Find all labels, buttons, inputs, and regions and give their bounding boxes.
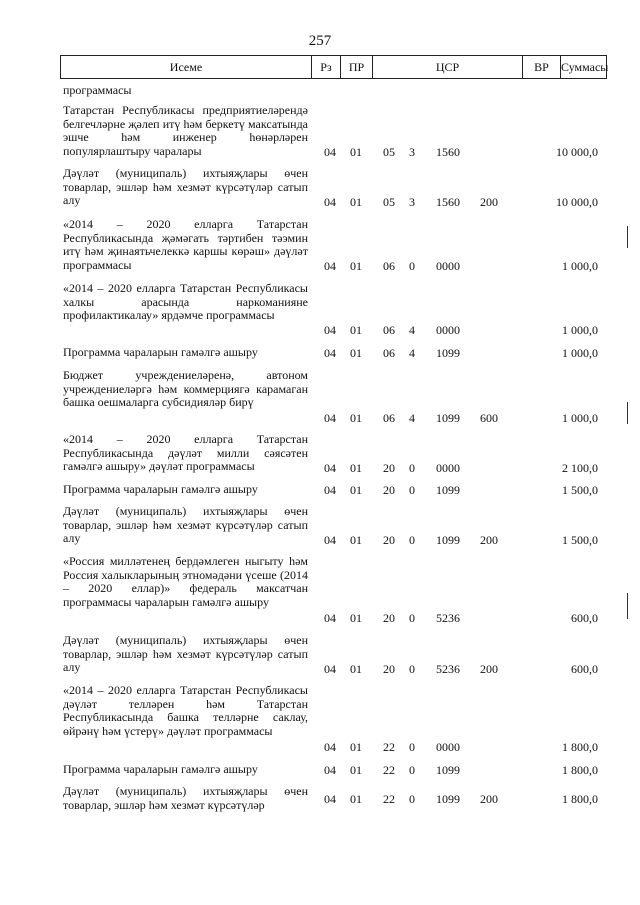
- row-csr-3: 0000: [436, 322, 460, 337]
- row-pr: 01: [350, 460, 362, 475]
- row-csr-1: 20: [383, 460, 395, 475]
- row-rz: 04: [324, 322, 336, 337]
- row-csr-3: 1099: [436, 410, 460, 425]
- row-sum: 600,0: [571, 661, 598, 676]
- row-name: «2014 – 2020 елларга Татарстан Республикасында җәмәгать тәртибен тәэмин итү һәм җинаятьчелеккә каршы көрәш» дәүләт программасы: [63, 217, 308, 272]
- row-sum: 1 800,0: [562, 791, 598, 806]
- row-csr-1: 22: [383, 791, 395, 806]
- row-csr-2: 0: [409, 532, 415, 547]
- row-pr: 01: [350, 345, 362, 360]
- table-row: [0, 433, 640, 475]
- row-name: Дәүләт (муниципаль) ихтыяҗлары өчен товарлар, эшләр һәм хезмәт күрсәтүләр сатып алу: [63, 504, 308, 545]
- row-csr-1: 22: [383, 762, 395, 777]
- row-csr-1: 20: [383, 661, 395, 676]
- row-csr-2: 4: [409, 322, 415, 337]
- row-csr-1: 06: [383, 258, 395, 273]
- row-csr-3: 1099: [436, 482, 460, 497]
- row-sum: 2 100,0: [562, 460, 598, 475]
- header-name: Исеме: [61, 56, 312, 78]
- row-rz: 04: [324, 661, 336, 676]
- row-pr: 01: [350, 194, 362, 209]
- row-rz: 04: [324, 258, 336, 273]
- row-csr-1: 06: [383, 345, 395, 360]
- row-sum: 1 000,0: [562, 410, 598, 425]
- table-row: [0, 218, 640, 273]
- row-csr-3: 1099: [436, 532, 460, 547]
- row-sum: 10 000,0: [556, 144, 598, 159]
- row-csr-1: 20: [383, 482, 395, 497]
- row-name: Программа чараларын гамәлгә ашыру: [63, 345, 258, 359]
- row-csr-2: 4: [409, 410, 415, 425]
- row-name: Бюджет учреждениеләренә, автоном учреждениеләргә һәм коммерциягә карамаган башка оешмаларга субсидияләр бирү: [63, 368, 308, 409]
- row-csr-2: 0: [409, 791, 415, 806]
- row-sum: 1 500,0: [562, 532, 598, 547]
- row-pr: 01: [350, 144, 362, 159]
- table-row: [0, 167, 640, 209]
- row-name: Дәүләт (муниципаль) ихтыяҗлары өчен товарлар, эшләр һәм хезмәт күрсәтүләр сатып алу: [63, 633, 308, 674]
- table-row: [0, 785, 640, 813]
- row-sum: 1 800,0: [562, 762, 598, 777]
- row-csr-2: 3: [409, 194, 415, 209]
- row-csr-1: 20: [383, 532, 395, 547]
- row-csr-2: 0: [409, 610, 415, 625]
- row-csr-2: 0: [409, 258, 415, 273]
- row-name: программасы: [63, 83, 132, 97]
- row-csr-3: 1560: [436, 194, 460, 209]
- page-number: 257: [308, 33, 332, 49]
- row-sum: 1 800,0: [562, 739, 598, 754]
- row-sum: 10 000,0: [556, 194, 598, 209]
- row-csr-2: 4: [409, 345, 415, 360]
- row-pr: 01: [350, 482, 362, 497]
- row-csr-3: 0000: [436, 258, 460, 273]
- table-row: [0, 634, 640, 676]
- row-rz: 04: [324, 762, 336, 777]
- row-csr-1: 05: [383, 194, 395, 209]
- row-rz: 04: [324, 739, 336, 754]
- row-csr-2: 3: [409, 144, 415, 159]
- row-name: «2014 – 2020 елларга Татарстан Республикасы халкы арасында наркоманияне профилактикалау» ярдәмче программасы: [63, 281, 308, 322]
- row-pr: 01: [350, 322, 362, 337]
- table-row: [0, 483, 640, 497]
- row-pr: 01: [350, 258, 362, 273]
- row-sum: 1 000,0: [562, 322, 598, 337]
- row-sum: 1 500,0: [562, 482, 598, 497]
- row-rz: 04: [324, 410, 336, 425]
- row-csr-3: 5236: [436, 661, 460, 676]
- row-csr-1: 06: [383, 410, 395, 425]
- row-csr-1: 20: [383, 610, 395, 625]
- row-pr: 01: [350, 791, 362, 806]
- row-csr-2: 0: [409, 460, 415, 475]
- row-csr-2: 0: [409, 661, 415, 676]
- table-row: [0, 763, 640, 777]
- row-csr-2: 0: [409, 482, 415, 497]
- row-name: Программа чараларын гамәлгә ашыру: [63, 762, 258, 776]
- table-row: [0, 346, 640, 360]
- table-row: [0, 282, 640, 337]
- row-name: Дәүләт (муниципаль) ихтыяҗлары өчен товарлар, эшләр һәм хезмәт күрсәтүләр: [63, 784, 308, 812]
- row-vr: 600: [480, 410, 498, 425]
- table-row: [0, 684, 640, 754]
- row-pr: 01: [350, 739, 362, 754]
- row-rz: 04: [324, 460, 336, 475]
- row-rz: 04: [324, 610, 336, 625]
- row-name: Татарстан Республикасы предприятиеләрендә белгечләрне җәлеп итү һәм беркетү максатында эшче һәм инженер һөнәрләрен популярлаштыру чаралары: [63, 103, 308, 158]
- header-pr: ПР: [341, 56, 373, 78]
- header-vr: ВР: [523, 56, 561, 78]
- row-name: Дәүләт (муниципаль) ихтыяҗлары өчен товарлар, эшләр һәм хезмәт күрсәтүләр сатып алу: [63, 166, 308, 207]
- row-name: «2014 – 2020 елларга Татарстан Республикасында дәүләт милли сәясәтен гамәлгә ашыру» дәүләт программасы: [63, 432, 308, 473]
- row-csr-3: 5236: [436, 610, 460, 625]
- row-rz: 04: [324, 194, 336, 209]
- scan-margin-mark: [627, 593, 628, 619]
- row-csr-2: 0: [409, 762, 415, 777]
- row-rz: 04: [324, 144, 336, 159]
- row-pr: 01: [350, 410, 362, 425]
- row-pr: 01: [350, 762, 362, 777]
- row-csr-3: 1099: [436, 345, 460, 360]
- row-csr-3: 1099: [436, 762, 460, 777]
- scan-margin-mark: [627, 226, 628, 248]
- row-pr: 01: [350, 532, 362, 547]
- row-rz: 04: [324, 345, 336, 360]
- row-rz: 04: [324, 532, 336, 547]
- row-sum: 1 000,0: [562, 258, 598, 273]
- row-vr: 200: [480, 194, 498, 209]
- row-sum: 1 000,0: [562, 345, 598, 360]
- row-name: «Россия милләтенең бердәмлеген ныгыту һәм Россия халыкларының этномәдәни үсеше (2014 – 2020 еллар)» федераль максатчан программасы чараларын гамәлгә ашыру: [63, 554, 308, 609]
- header-csr: ЦСР: [373, 56, 523, 78]
- table-row: [0, 84, 640, 98]
- row-pr: 01: [350, 661, 362, 676]
- row-vr: 200: [480, 791, 498, 806]
- table-row: [0, 104, 640, 159]
- table-row: [0, 555, 640, 625]
- row-csr-2: 0: [409, 739, 415, 754]
- row-name: Программа чараларын гамәлгә ашыру: [63, 482, 258, 496]
- row-pr: 01: [350, 610, 362, 625]
- row-csr-3: 0000: [436, 739, 460, 754]
- row-csr-1: 22: [383, 739, 395, 754]
- header-sum: Суммасы: [561, 60, 609, 74]
- row-name: «2014 – 2020 елларга Татарстан Республикасы дәүләт телләрен һәм Татарстан Республикасында башка телләрне саклау, өйрәнү һәм үстерү» дәүләт программасы: [63, 683, 308, 738]
- row-csr-3: 0000: [436, 460, 460, 475]
- row-sum: 600,0: [571, 610, 598, 625]
- table-row: [0, 369, 640, 425]
- table-row: [0, 505, 640, 547]
- row-csr-1: 05: [383, 144, 395, 159]
- row-rz: 04: [324, 482, 336, 497]
- row-csr-3: 1560: [436, 144, 460, 159]
- row-vr: 200: [480, 532, 498, 547]
- row-rz: 04: [324, 791, 336, 806]
- row-vr: 200: [480, 661, 498, 676]
- row-csr-3: 1099: [436, 791, 460, 806]
- row-csr-1: 06: [383, 322, 395, 337]
- scan-margin-mark: [627, 402, 628, 424]
- header-rz: Рз: [312, 56, 341, 78]
